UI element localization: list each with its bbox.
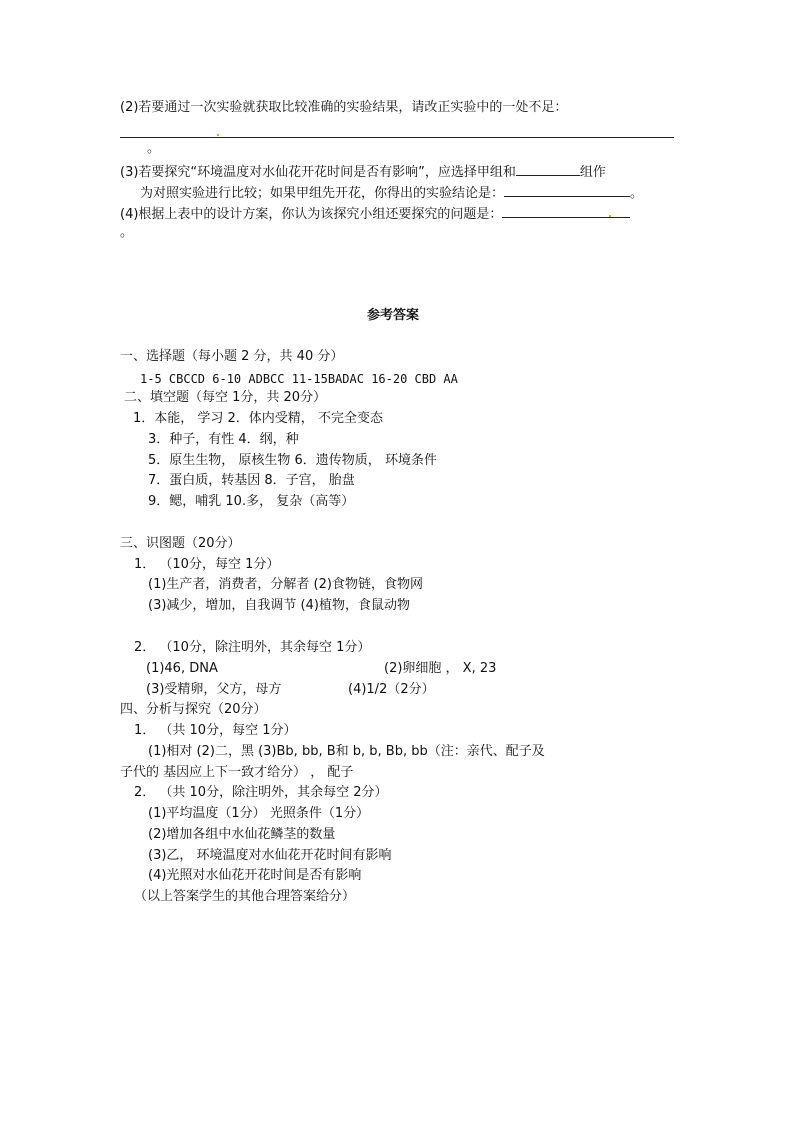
section-4-q2-line-2: (2)增加各组中水仙花鳞茎的数量 — [148, 827, 336, 842]
section-2-line-1: 1．本能， 学习 2．体内受精， 不完全变态 — [133, 411, 383, 426]
section-3-q2-line-1b: (2)卵细胞 ， X, 23 — [384, 661, 497, 676]
section-4-q2-head: 2． （共 10分，除注明外，其余每空 2分） — [134, 785, 388, 800]
section-3-q1-line-1: (1)生产者，消费者，分解者 (2)食物链，食物网 — [148, 577, 423, 592]
section-4-heading: 四、分析与探究（20分） — [120, 702, 267, 717]
marker-dot — [609, 215, 611, 217]
section-2-heading: 二、填空题（每空 1分，共 20分） — [124, 390, 327, 405]
section-3-heading: 三、识图题（20分） — [120, 536, 241, 551]
section-4-q2-line-3: (3)乙， 环境温度对水仙花开花时间有影响 — [148, 848, 392, 863]
section-2-line-3: 5．原生生物， 原核生物 6．遗传物质， 环境条件 — [148, 453, 437, 468]
question-2-end: 。 — [147, 141, 161, 156]
section-4-q2-line-1: (1)平均温度（1分） 光照条件（1分） — [148, 806, 370, 821]
section-2-line-2: 3．种子，有性 4．纲，种 — [148, 432, 299, 447]
question-4-end: 。 — [120, 225, 134, 240]
question-2: (2)若要通过一次实验就获取比较准确的实验结果，请改正实验中的一处不足： — [120, 100, 568, 115]
q3-text-a: (3)若要探究“环境温度对水仙花开花时间是否有影响”，应选择甲组和 — [120, 165, 516, 180]
section-2-line-4: 7．蛋白质，转基因 8．子宫， 胎盘 — [148, 473, 355, 488]
section-3-q2-line-1a: (1)46, DNA — [146, 661, 218, 676]
question-4 — [120, 205, 630, 221]
section-4-q1-head: 1． （共 10分，每空 1分） — [134, 723, 297, 738]
q3-text-b-end: 。 — [630, 186, 644, 201]
answers-note: （以上答案学生的其他合理答案给分） — [134, 889, 356, 904]
blank-group — [516, 163, 580, 176]
section-3-q2-line-2b: (4)1/2（2分） — [348, 682, 435, 697]
q3-text-a-end: 组作 — [579, 165, 606, 180]
blank-conclusion — [504, 184, 630, 197]
blank-problem — [502, 205, 630, 218]
section-1-heading: 一、选择题（每小题 2 分，共 40 分） — [120, 349, 344, 364]
q3-text-b: 为对照实验进行比较；如果甲组先开花，你得出的实验结论是： — [140, 186, 505, 201]
section-1-answers: 1-5 CBCCD 6-10 ADBCC 11-15BADAC 16-20 CBD AA — [140, 372, 458, 386]
marker-dot — [217, 134, 219, 136]
section-3-q1-head: 1． （10分，每空 1分） — [134, 557, 280, 572]
q4-text: (4)根据上表中的设计方案，你认为该探究小组还要探究的问题是： — [120, 207, 503, 222]
section-3-q2-line-2a: (3)受精卵，父方，母方 — [146, 682, 282, 697]
section-2-line-5: 9．鳃，哺乳 10.多， 复杂（高等） — [148, 494, 355, 509]
answers-title: 参考答案 — [367, 308, 420, 323]
question-3-line1 — [120, 163, 606, 179]
section-4-q2-line-4: (4)光照对水仙花开花时间是否有影响 — [148, 868, 362, 883]
question-3-line2 — [140, 184, 643, 200]
section-3-q1-line-2: (3)减少，增加，自我调节 (4)植物，食鼠动物 — [148, 598, 410, 613]
answer-line-q2 — [120, 137, 674, 138]
section-4-q1-line-1: (1)相对 (2)二，黑 (3)Bb, bb, B和 b, b, Bb, bb（注：亲代、配子及 — [148, 744, 545, 759]
section-3-q2-head: 2． （10分，除注明外，其余每空 1分） — [134, 640, 371, 655]
section-4-q1-line-2: 子代的 基因应上下一致才给分） ， 配子 — [120, 765, 354, 780]
